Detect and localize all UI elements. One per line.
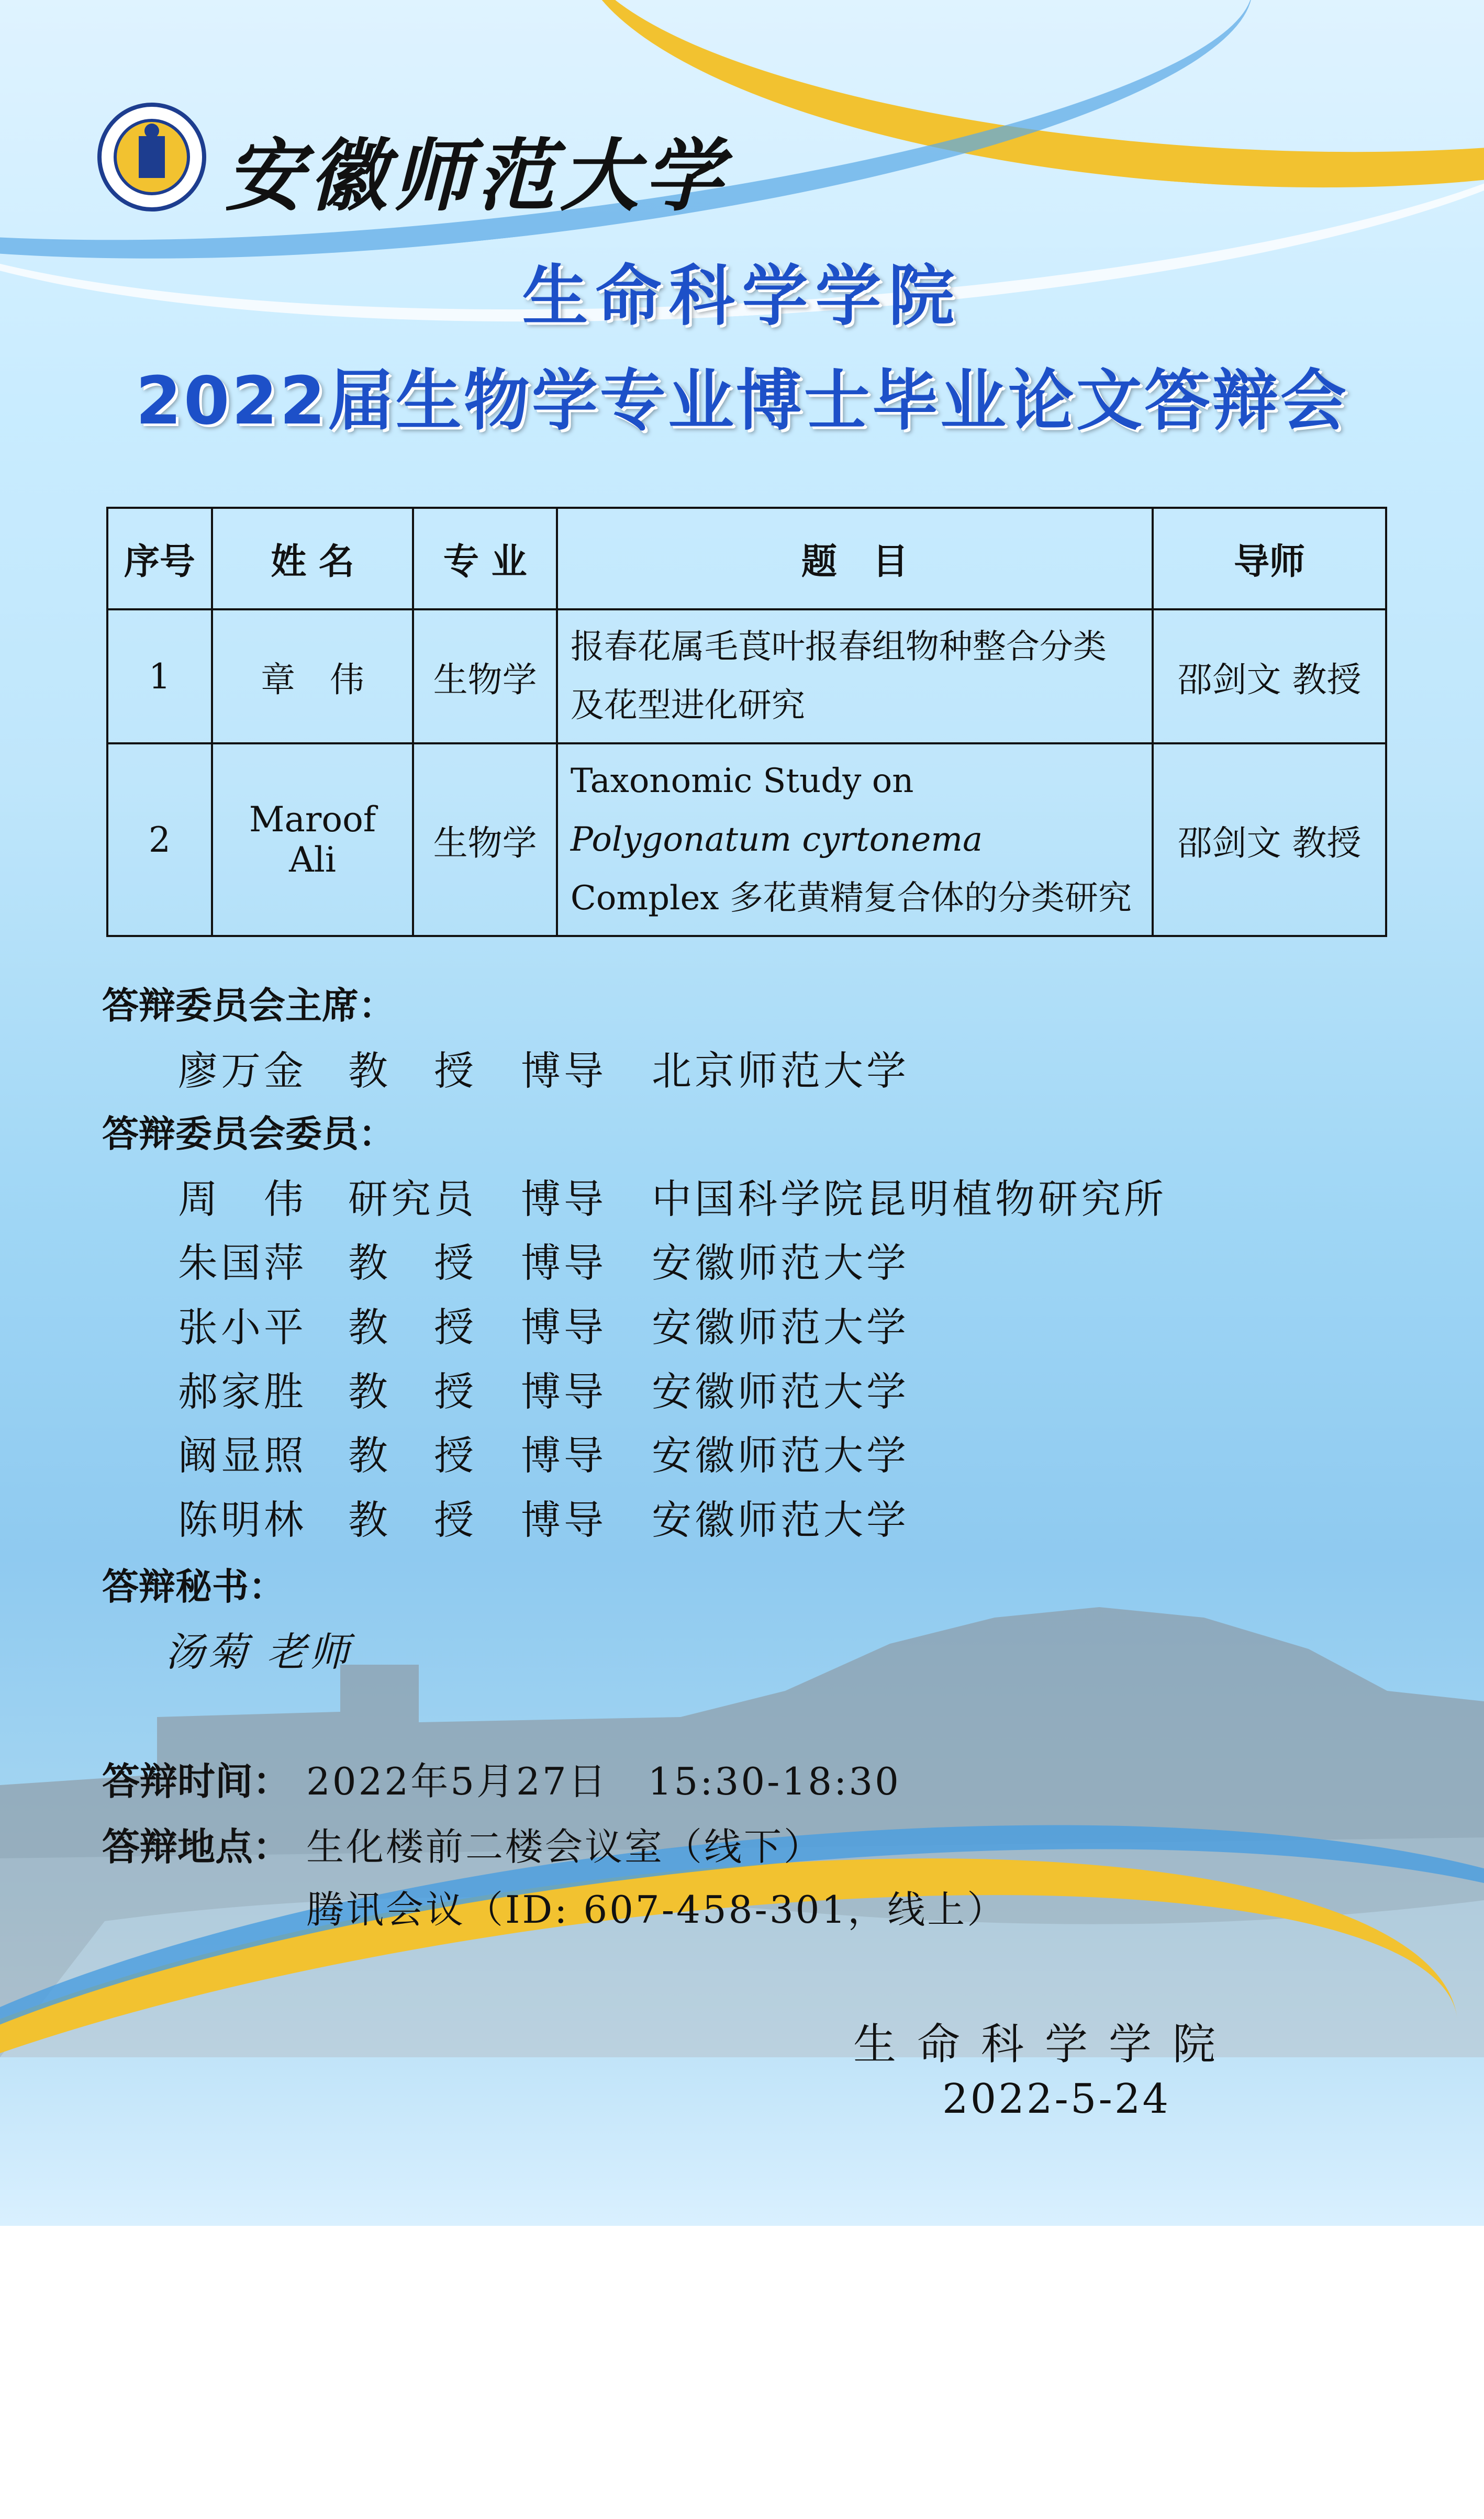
member-org: 中国科学院昆明植物研究所: [652, 1176, 1167, 1222]
header-name: 姓 名: [212, 508, 414, 609]
place-value-online: 腾讯会议（ID: 607-458-301，线上）: [306, 1888, 1007, 1932]
secretary-heading: 答辩秘书：: [102, 1565, 285, 1608]
table-row: [107, 743, 1386, 936]
member-title: 教 授: [348, 1240, 477, 1286]
cell-no: 1: [107, 609, 212, 743]
university-name-logotype: 安徽师范大学: [225, 130, 728, 222]
member-name: 周 伟: [178, 1176, 307, 1222]
header-topic: 题 目: [557, 508, 1153, 609]
footer-org: 生命科学学院: [853, 2020, 1237, 2069]
member-title: 教 授: [348, 1432, 477, 1479]
candidate-table: [106, 507, 1387, 937]
chair-name: 廖万金: [178, 1047, 307, 1094]
secretary-name: 汤菊 老师: [165, 1629, 353, 1675]
place-value-offline: 生化楼前二楼会议室（线下）: [306, 1825, 824, 1869]
cell-topic: [557, 743, 1153, 936]
cell-major: 生物学: [413, 743, 557, 936]
member-name: 阚显照: [178, 1432, 307, 1479]
header-major: 专 业: [413, 508, 557, 609]
table-row: [107, 609, 1386, 743]
member-role: 博导: [521, 1497, 607, 1543]
member-name: 朱国萍: [178, 1240, 307, 1286]
member-org: 安徽师范大学: [652, 1432, 909, 1479]
time-value: 2022年5月27日 15:30-18:30: [306, 1759, 901, 1803]
university-seal-logo: [97, 102, 207, 212]
member-org: 安徽师范大学: [652, 1304, 909, 1351]
cell-name: 章 伟: [212, 609, 414, 743]
chair-org: 北京师范大学: [652, 1047, 909, 1094]
member-role: 博导: [521, 1432, 607, 1479]
member-org: 安徽师范大学: [652, 1240, 909, 1286]
footer-date: 2022-5-24: [942, 2076, 1171, 2123]
topic-prefix: Taxonomic Study on: [570, 762, 914, 800]
cell-topic: 报春花属毛莨叶报春组物种整合分类及花型进化研究: [557, 609, 1153, 743]
cell-advisor: 邵剑文 教授: [1153, 743, 1386, 936]
member-name: 郝家胜: [178, 1368, 307, 1415]
cell-no: 2: [107, 743, 212, 936]
chair-title: 教 授: [348, 1047, 477, 1094]
title-college: 生命科学学院: [522, 258, 962, 335]
chair-role: 博导: [521, 1047, 607, 1094]
header-advisor: 导师: [1153, 508, 1386, 609]
topic-genus: Polygonatum: [570, 820, 792, 859]
member-role: 博导: [521, 1240, 607, 1286]
member-role: 博导: [521, 1368, 607, 1415]
member-name: 陈明林: [178, 1497, 307, 1543]
title-event: 2022届生物学专业博士毕业论文答辩会: [136, 362, 1348, 439]
member-title: 研究员: [348, 1176, 477, 1222]
members-heading: 答辩委员会委员：: [102, 1112, 395, 1155]
place-label: 答辩地点：: [102, 1825, 291, 1869]
member-title: 教 授: [348, 1368, 477, 1415]
cell-name: Maroof Ali: [212, 743, 414, 936]
member-role: 博导: [521, 1304, 607, 1351]
header-no: 序号: [107, 508, 212, 609]
topic-suffix: Complex 多花黄精复合体的分类研究: [570, 879, 1132, 918]
chair-heading: 答辩委员会主席：: [102, 984, 395, 1027]
member-org: 安徽师范大学: [652, 1497, 909, 1543]
member-role: 博导: [521, 1176, 607, 1222]
member-title: 教 授: [348, 1497, 477, 1543]
member-name: 张小平: [178, 1304, 307, 1351]
cell-advisor: 邵剑文 教授: [1153, 609, 1386, 743]
member-org: 安徽师范大学: [652, 1368, 909, 1415]
cell-major: 生物学: [413, 609, 557, 743]
member-title: 教 授: [348, 1304, 477, 1351]
time-label: 答辩时间：: [102, 1759, 291, 1803]
topic-species: cyrtonema: [802, 820, 983, 859]
table-header-row: [107, 508, 1386, 609]
